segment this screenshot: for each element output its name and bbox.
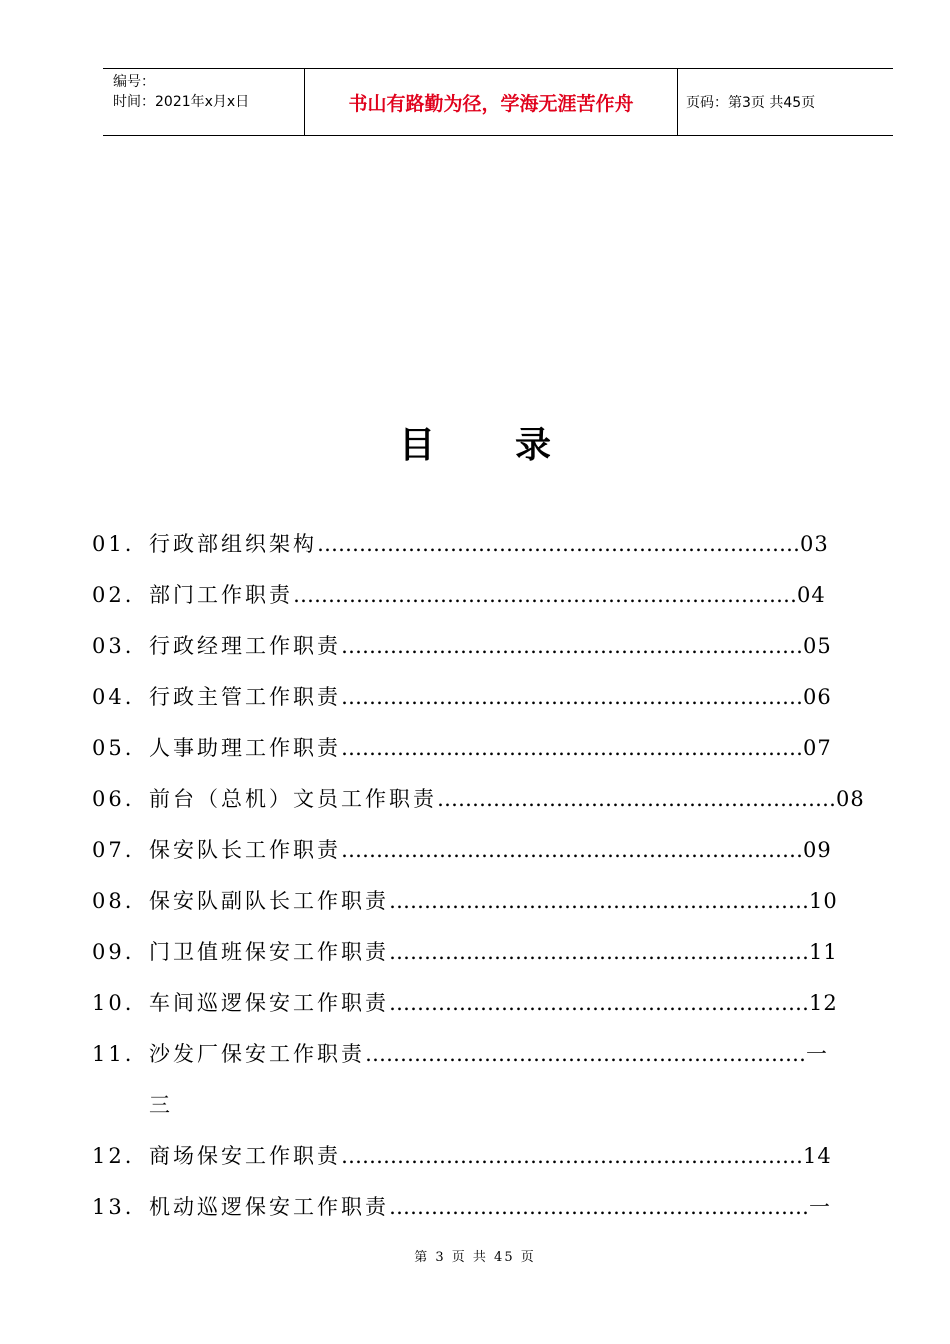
- toc-page: 07: [803, 736, 832, 760]
- toc-page: 08: [836, 787, 865, 811]
- toc-item[interactable]: [92, 885, 912, 936]
- title-part-1: 目: [398, 425, 435, 466]
- toc-label: 门卫值班保安工作职责: [149, 940, 389, 964]
- toc-item-continuation: [92, 1089, 912, 1140]
- toc-leader: ……………………………………………………………: [317, 532, 800, 556]
- toc-item[interactable]: [92, 579, 912, 630]
- toc-label: 人事助理工作职责: [149, 736, 341, 760]
- page-title: [0, 417, 950, 468]
- toc-label: 前台（总机）文员工作职责: [149, 787, 437, 811]
- page-footer: 第 3 页 共 45 页: [414, 1250, 536, 1265]
- toc-page: 10: [809, 889, 838, 913]
- toc-number: 08.: [92, 889, 135, 913]
- toc-label: 行政部组织架构: [149, 532, 317, 556]
- page-header: [103, 68, 893, 136]
- toc-page: 09: [803, 838, 832, 862]
- toc-page: 12: [809, 991, 838, 1015]
- code-label: 编号：: [113, 74, 155, 90]
- toc-page: 03: [800, 532, 829, 556]
- toc-number: 09.: [92, 940, 135, 964]
- toc-item[interactable]: [92, 783, 912, 834]
- toc-label: 三: [149, 1093, 173, 1117]
- toc-leader: ………………………………………………………: [365, 1042, 806, 1066]
- toc-leader: ………………………………………………………………: [293, 583, 797, 607]
- toc-number: 12.: [92, 1144, 135, 1168]
- toc-leader: …………………………………………………: [437, 787, 836, 811]
- toc-leader: …………………………………………………………: [341, 838, 803, 862]
- toc-number: 05.: [92, 736, 135, 760]
- toc-leader: ……………………………………………………: [389, 889, 809, 913]
- toc-page: 11: [809, 940, 838, 964]
- toc-number: 11.: [92, 1042, 135, 1066]
- toc-number: 13.: [92, 1195, 135, 1219]
- toc-leader: ……………………………………………………: [389, 940, 809, 964]
- toc-number: 10.: [92, 991, 135, 1015]
- toc-leader: …………………………………………………………: [341, 634, 803, 658]
- toc-label: 行政经理工作职责: [149, 634, 341, 658]
- toc-label: 保安队长工作职责: [149, 838, 341, 862]
- toc-label: 部门工作职责: [149, 583, 293, 607]
- toc-number: 02.: [92, 583, 135, 607]
- toc-leader: ……………………………………………………: [389, 1195, 809, 1219]
- toc-page: 一: [806, 1042, 828, 1066]
- toc-page: 14: [803, 1144, 832, 1168]
- toc-page: 05: [803, 634, 832, 658]
- toc-leader: ……………………………………………………: [389, 991, 809, 1015]
- toc-page: 一: [809, 1195, 831, 1219]
- toc-leader: …………………………………………………………: [341, 685, 803, 709]
- toc-leader: …………………………………………………………: [341, 1144, 803, 1168]
- toc-item[interactable]: [92, 1191, 912, 1242]
- toc-page: 04: [797, 583, 826, 607]
- toc-item[interactable]: [92, 1038, 912, 1089]
- toc-label: 保安队副队长工作职责: [149, 889, 389, 913]
- toc-number: 01.: [92, 532, 135, 556]
- toc-number: 03.: [92, 634, 135, 658]
- toc-label: 商场保安工作职责: [149, 1144, 341, 1168]
- toc-item[interactable]: [92, 987, 912, 1038]
- header-motto: 书山有路勤为径，学海无涯苦作舟: [305, 69, 678, 135]
- toc-number: 06.: [92, 787, 135, 811]
- toc-item[interactable]: [92, 681, 912, 732]
- toc-label: 机动巡逻保安工作职责: [149, 1195, 389, 1219]
- toc-number: 04.: [92, 685, 135, 709]
- toc-item[interactable]: [92, 630, 912, 681]
- toc-item[interactable]: [92, 834, 912, 885]
- table-of-contents: [92, 528, 912, 1242]
- header-page-info: 页码：第3页 共45页: [686, 95, 816, 111]
- toc-leader: …………………………………………………………: [341, 736, 803, 760]
- toc-label: 行政主管工作职责: [149, 685, 341, 709]
- toc-item[interactable]: [92, 1140, 912, 1191]
- title-part-2: 录: [515, 425, 552, 466]
- toc-label: 沙发厂保安工作职责: [149, 1042, 365, 1066]
- toc-item[interactable]: [92, 732, 912, 783]
- toc-label: 车间巡逻保安工作职责: [149, 991, 389, 1015]
- time-label: 时间：2021年x月x日: [113, 94, 250, 110]
- toc-item[interactable]: [92, 936, 912, 987]
- toc-item[interactable]: [92, 528, 912, 579]
- toc-number: 07.: [92, 838, 135, 862]
- header-meta: [103, 69, 305, 135]
- toc-page: 06: [803, 685, 832, 709]
